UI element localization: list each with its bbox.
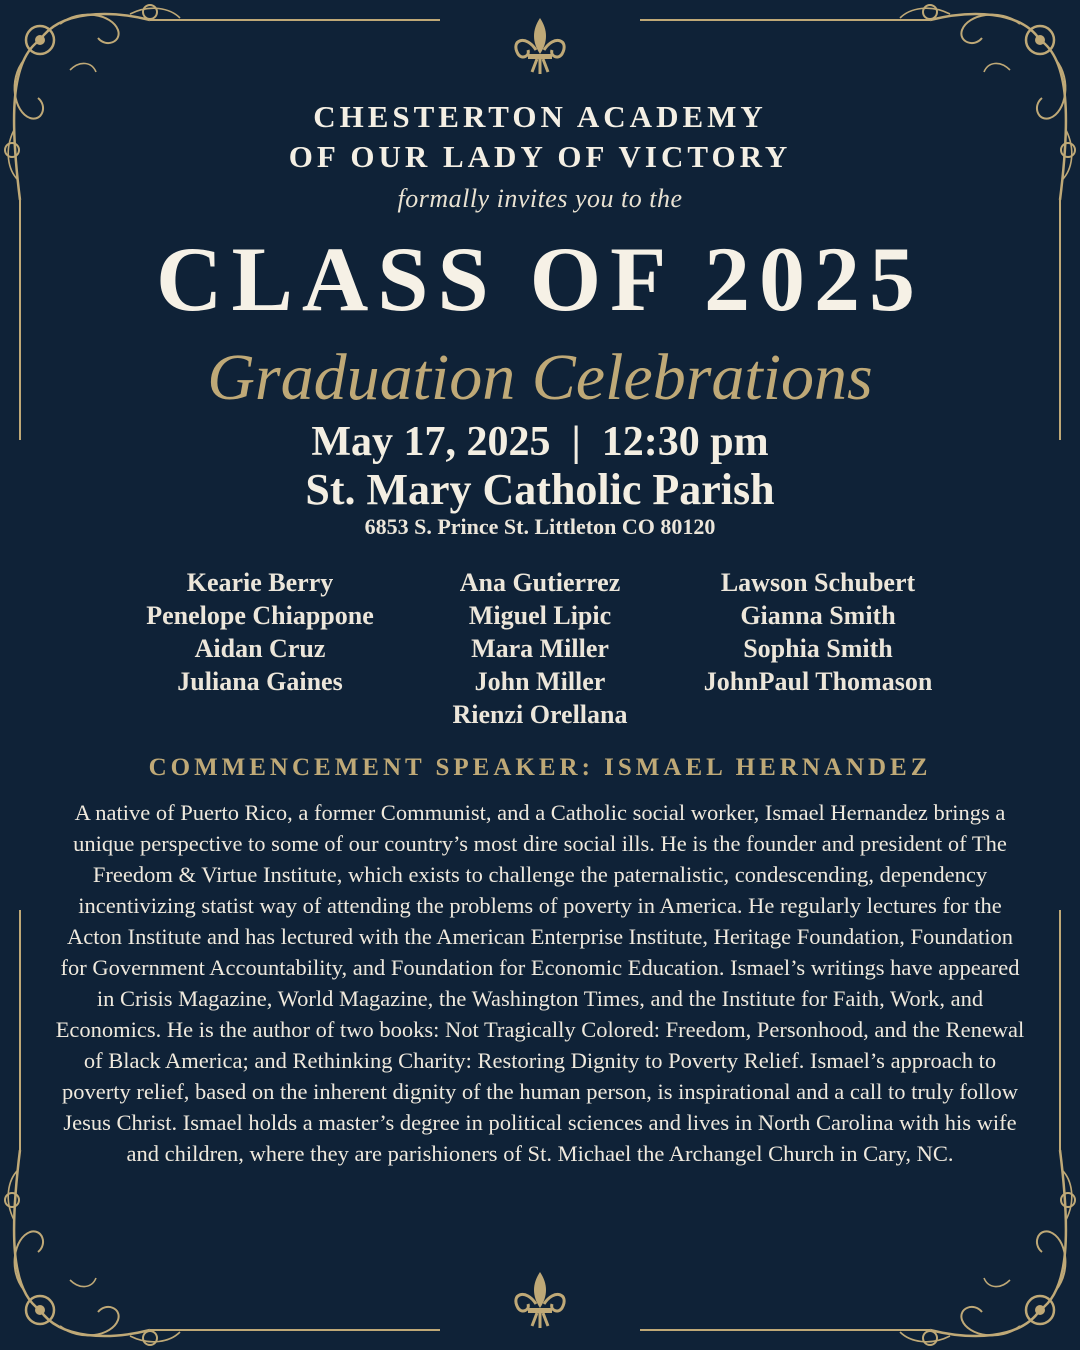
graduate-name: JohnPaul Thomason [703, 667, 933, 696]
invite-text: formally invites you to the [397, 184, 683, 213]
event-venue: St. Mary Catholic Parish [305, 465, 775, 514]
graduate-name: Rienzi Orellana [452, 700, 628, 729]
class-title: CLASS OF 2025 [156, 228, 924, 330]
graduate-name: Miguel Lipic [468, 601, 612, 630]
graduate-name: Sophia Smith [743, 634, 893, 663]
graduates-column-1 [110, 566, 410, 698]
school-name-line2: OF OUR LADY OF VICTORY [288, 139, 792, 174]
event-address: 6853 S. Prince St. Littleton CO 80120 [364, 514, 716, 539]
school-name-line1: CHESTERTON ACADEMY [313, 99, 767, 134]
speaker-heading: COMMENCEMENT SPEAKER: ISMAEL HERNANDEZ [148, 754, 932, 781]
graduate-name: Juliana Gaines [177, 667, 343, 696]
graduate-name: Ana Gutierrez [459, 568, 621, 597]
graduate-name: Lawson Schubert [720, 568, 916, 597]
graduate-name: Penelope Chiappone [146, 601, 374, 630]
graduate-name: Mara Miller [471, 634, 609, 663]
graduates-column-3 [668, 566, 968, 698]
graduate-name: John Miller [474, 667, 606, 696]
graduates-column-2 [390, 566, 690, 731]
event-name: Graduation Celebrations [207, 341, 873, 414]
graduate-name: Gianna Smith [740, 601, 896, 630]
graduate-name: Kearie Berry [186, 568, 334, 597]
speaker-bio: A native of Puerto Rico, a former Communist, and a Catholic social worker, Ismael Hernandez brings a unique perspective to some of our country’s most dire social ills. He is the founder and president of The Freedom & Virtue Institute, which exists to challenge the paternalistic, condescending, dependency incentivizing statist way of attending the problems of poverty in America. He regularly lectures for the Acton Institute and has lectured with the American Enterprise Institute, Heritage Foundation, Foundation for Government Accountability, and Foundation for Economic Education. Ismael’s writings have appeared in Crisis Magazine, World Magazine, the Washington Times, and the Institute for Faith, Work, and Economics. He is the author of two books: Not Tragically Colored: Freedom, Personhood, and the Renewal of Black America; and Rethinking Charity: Restoring Dignity to Poverty Relief. Ismael’s approach to poverty relief, based on the inherent dignity of the human person, is inspirational and a call to truly follow Jesus Christ. Ismael holds a master’s degree in political sciences and lives in North Carolina with his wife and children, where they are parishioners of St. Michael the Archangel Church in Cary, NC. [55, 800, 1025, 1166]
event-date-time: May 17, 2025 | 12:30 pm [311, 419, 769, 465]
graduate-name: Aidan Cruz [194, 634, 326, 663]
